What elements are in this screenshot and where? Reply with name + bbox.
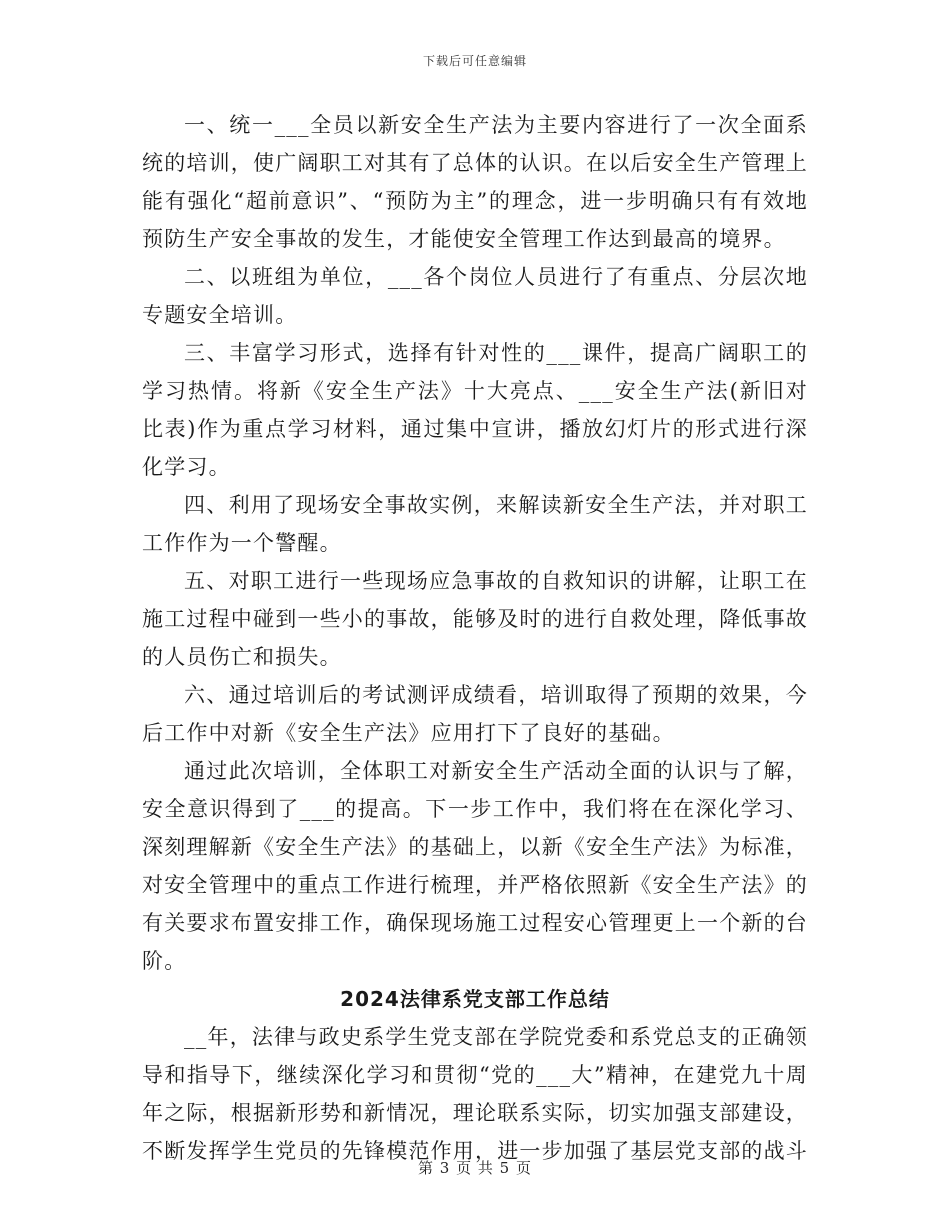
paragraph-2: 二、以班组为单位，___各个岗位人员进行了有重点、分层次地专题安全培训。 bbox=[142, 265, 808, 327]
paragraph-5: 五、对职工进行一些现场应急事故的自救知识的讲解，让职工在施工过程中碰到一些小的事故，能够及时的进行自救处理，降低事故的人员伤亡和损失。 bbox=[142, 569, 808, 669]
paragraph-7: 通过此次培训，全体职工对新安全生产活动全面的认识与了解，安全意识得到了___的提高。下一步工作中，我们将在在深化学习、深刻理解新《安全生产法》的基础上，以新《安全生产法》为标准，对安全管理中的重点工作进行梳理，并严格依照新《安全生产法》的有关要求布置安排工作，确保现场施工过程安心管理更上一个新的台阶。 bbox=[142, 759, 808, 973]
paragraph-3: 三、丰富学习形式，选择有针对性的___课件，提高广阔职工的学习热情。将新《安全生产法》十大亮点、___安全生产法(新旧对比表)作为重点学习材料，通过集中宣讲，播放幻灯片的形式进行深化学习。 bbox=[142, 341, 808, 479]
section-intro-paragraph: __年，法律与政史系学生党支部在学院党委和系党总支的正确领导和指导下，继续深化学习和贯彻“党的___大”精神，在建党九十周年之际，根据新形势和新情况，理论联系实际，切实加强支部建设，不断发挥学生党员的先锋模范作用，进一步加强了基层党支部的战斗 bbox=[142, 1025, 808, 1163]
paragraph-1: 一、统一___全员以新安全生产法为主要内容进行了一次全面系统的培训，使广阔职工对其有了总体的认识。在以后安全生产管理上能有强化“超前意识”、“预防为主”的理念，进一步明确只有有效地预防生产安全事故的发生，才能使安全管理工作达到最高的境界。 bbox=[142, 113, 808, 251]
document-body bbox=[142, 106, 808, 1170]
header-note: 下载后可任意编辑 bbox=[422, 54, 527, 68]
paragraph-6: 六、通过培训后的考试测评成绩看，培训取得了预期的效果，今后工作中对新《安全生产法》应用打下了良好的基础。 bbox=[142, 683, 808, 745]
paragraph-4: 四、利用了现场安全事故实例，来解读新安全生产法，并对职工工作作为一个警醒。 bbox=[142, 493, 808, 555]
section-title: 2024法律系党支部工作总结 bbox=[340, 987, 610, 1011]
page-indicator: 第 3 页 共 5 页 bbox=[418, 1159, 532, 1177]
